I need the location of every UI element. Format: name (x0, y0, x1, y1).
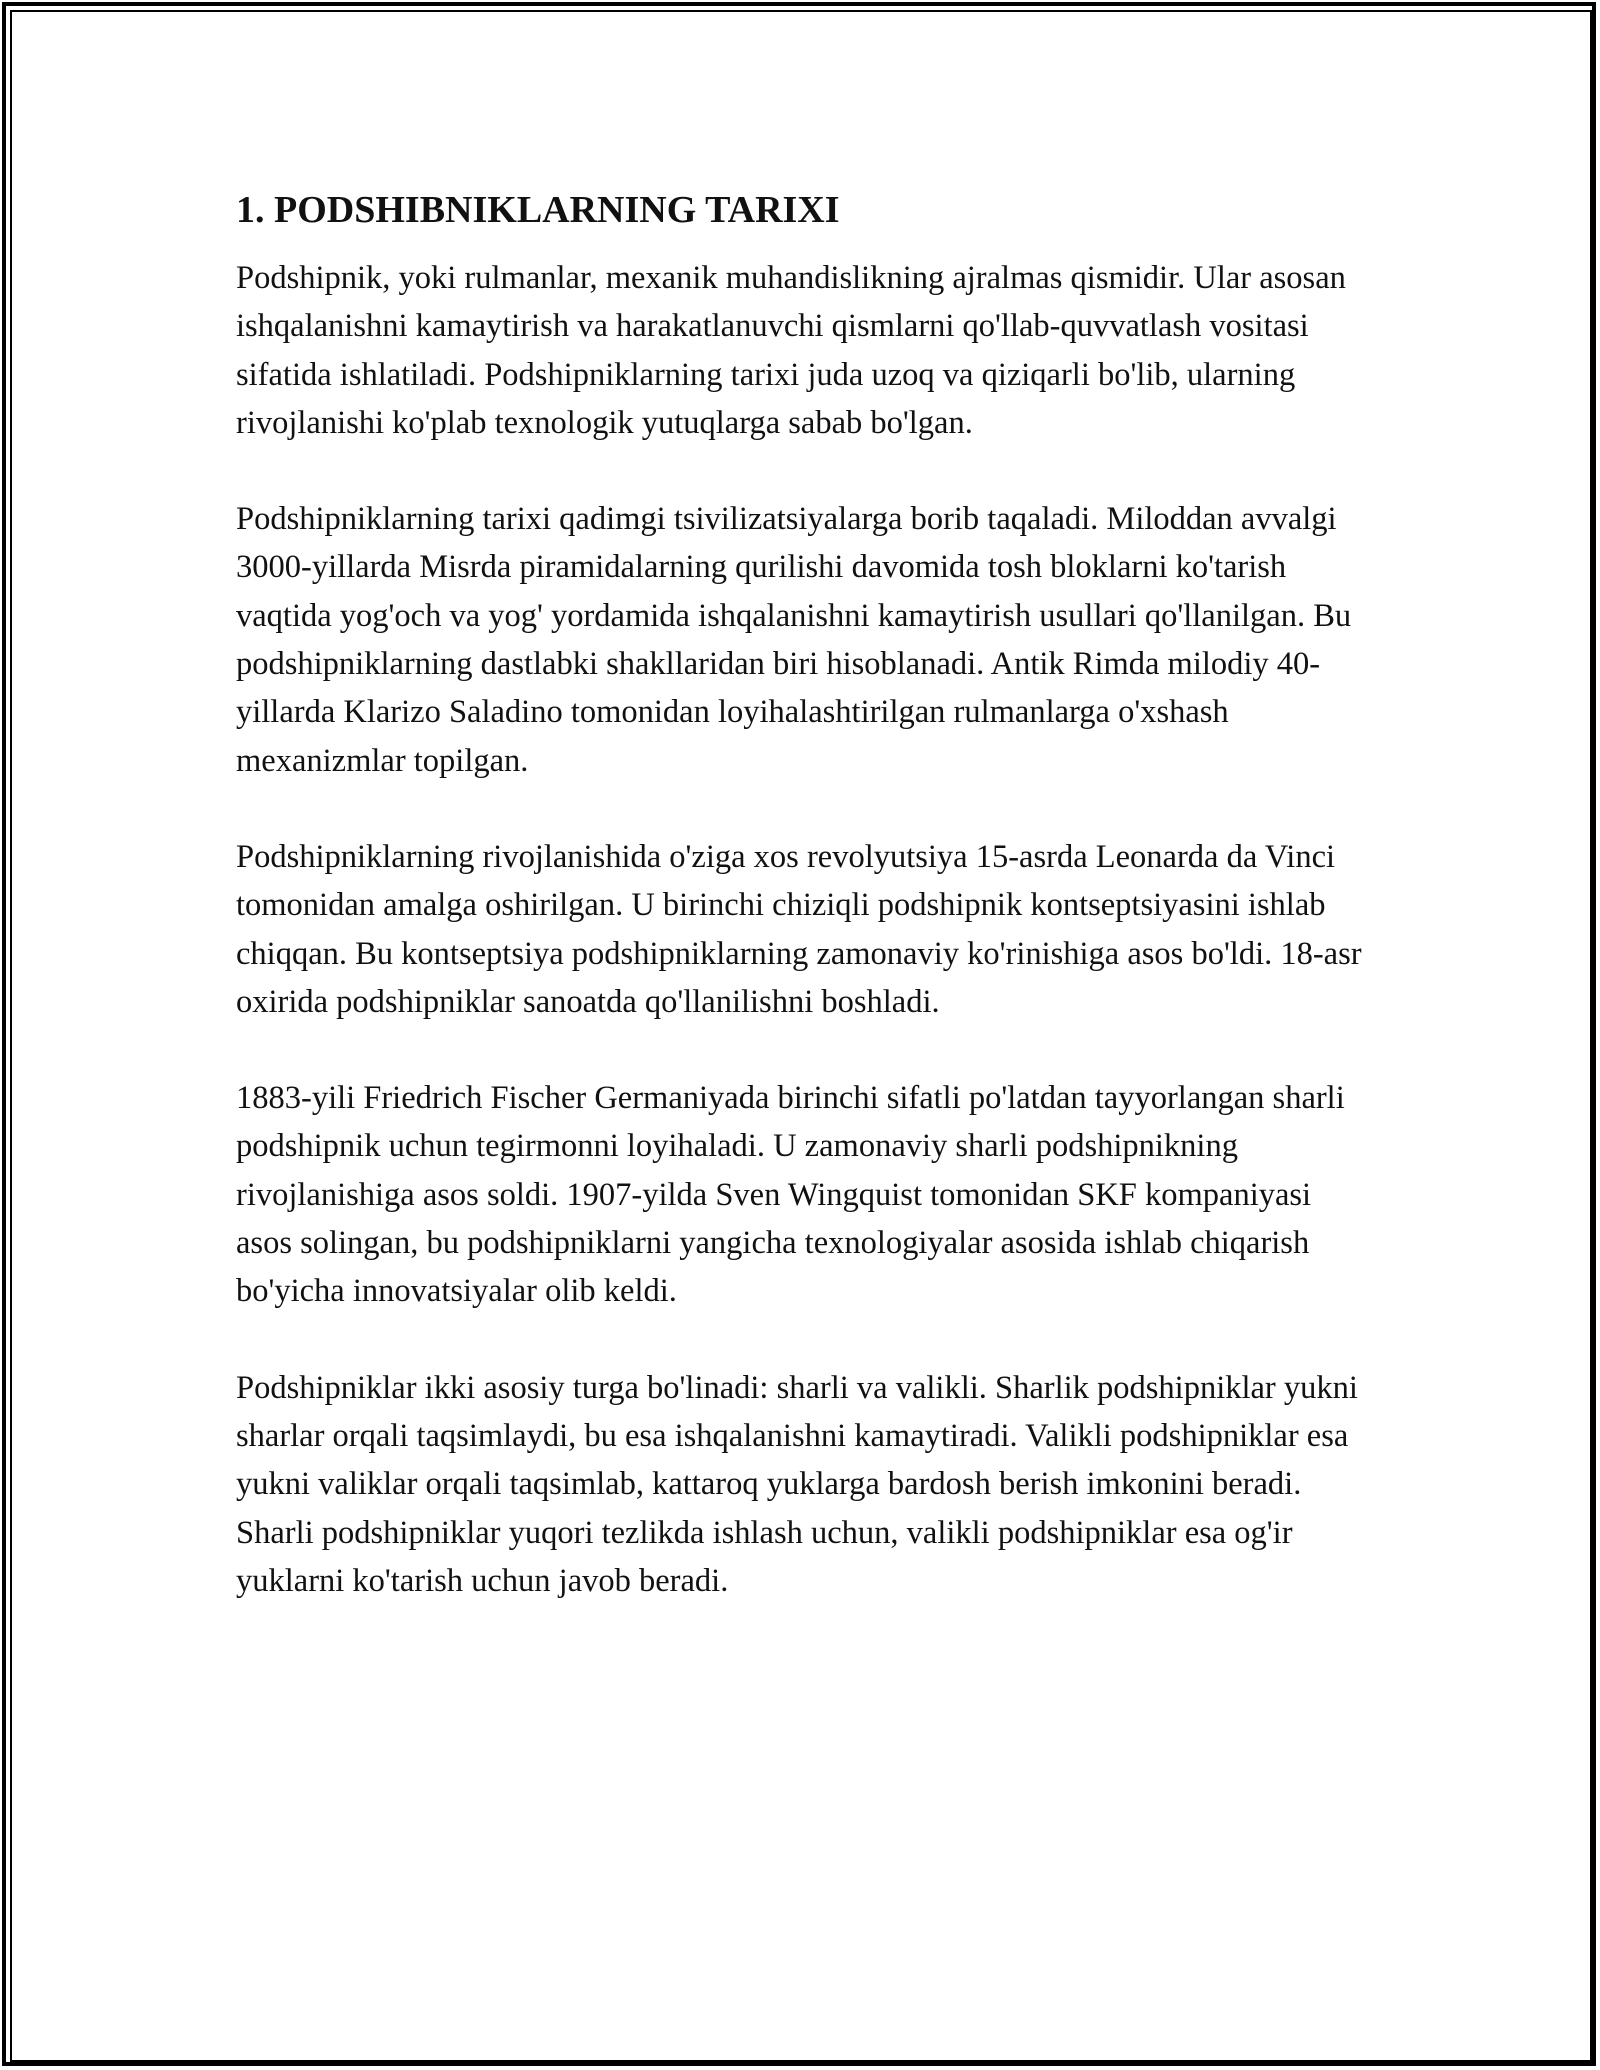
paragraph-4: 1883-yili Friedrich Fischer Germaniyada birinchi sifatli po'latdan tayyorlangan sharli podshipnik uchun tegirmonni loyihaladi. U zamonaviy sharli podshipnikning rivojlanishiga asos soldi. 1907-yilda Sven Wingquist tomonidan SKF kompaniyasi asos solingan, bu podshipniklarni yangicha texnologiyalar asosida ishlab chiqarish bo'yicha innovatsiyalar olib keldi. (236, 1080, 1345, 1310)
document-body (236, 186, 1366, 1653)
paragraph-3: Podshipniklarning rivojlanishida o'ziga xos revolyutsiya 15-asrda Leonarda da Vinci tomonidan amalga oshirilgan. U birinchi chiziqli podshipnik kontseptsiyasini ishlab chiqqan. Bu kontseptsiya podshipniklarning zamonaviy ko'rinishiga asos bo'ldi. 18-asr oxirida podshipniklar sanoatda qo'llanilishni boshladi. (236, 838, 1362, 1020)
document-heading: 1. PODSHIBNIKLARNING TARIXI (236, 189, 840, 231)
paragraph-1: Podshipnik, yoki rulmanlar, mexanik muhandislikning ajralmas qismidir. Ular asosan ishqalanishni kamaytirish va harakatlanuvchi qismlarni qo'llab-quvvatlash vositasi sifatida ishlatiladi. Podshipniklarning tarixi juda uzoq va qiziqarli bo'lib, ularning rivojlanishi ko'plab texnologik yutuqlarga sabab bo'lgan. (236, 260, 1346, 441)
paragraph-5: Podshipniklar ikki asosiy turga bo'linadi: sharli va valikli. Sharlik podshipniklar yukni sharlar orqali taqsimlaydi, bu esa ishqalanishni kamaytiradi. Valikli podshipniklar esa yukni valiklar orqali taqsimlab, kattaroq yuklarga bardosh berish imkonini beradi. Sharli podshipniklar yuqori tezlikda ishlash uchun, valikli podshipniklar esa og'ir yuklarni ko'tarish uchun javob beradi. (236, 1369, 1358, 1599)
paragraph-2: Podshipniklarning tarixi qadimgi tsivilizatsiyalarga borib taqaladi. Miloddan avvalgi 3000-yillarda Misrda piramidalarning qurilishi davomida tosh bloklarni ko'tarish vaqtida yog'och va yog' yordamida ishqalanishni kamaytirish usullari qo'llanilgan. Bu podshipniklarning dastlabki shakllaridan biri hisoblanadi. Antik Rimda milodiy 40-yillarda Klarizo Saladino tomonidan loyihalashtirilgan rulmanlarga o'xshash mexanizmlar topilgan. (236, 501, 1352, 779)
